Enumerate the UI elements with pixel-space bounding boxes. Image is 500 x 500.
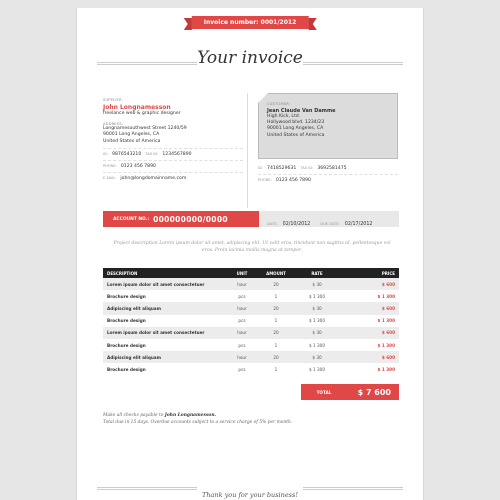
table-row [103, 278, 399, 290]
supplier-address-line: 90001 Long Angeles, CA [103, 132, 160, 138]
row-unit: hour [227, 351, 257, 363]
row-unit: hour [227, 302, 257, 314]
row-price: $ 600 [339, 327, 399, 339]
divider [258, 174, 398, 175]
customer-id-row [258, 166, 398, 171]
footer [77, 482, 423, 500]
row-description: Brochure design [107, 366, 146, 372]
row-unit: hour [227, 327, 257, 339]
row-description: Brochure design [107, 318, 146, 324]
row-amount: 1 [274, 366, 278, 372]
row-price: $ 600 [339, 351, 399, 363]
supplier-address-line: Longnamesouthwest Street 1240/59 [103, 126, 187, 132]
row-amount: 1 [274, 342, 278, 348]
footer-rule-right [303, 487, 403, 490]
row-description: Brochure design [107, 342, 146, 348]
table-header-row [103, 268, 399, 278]
row-unit: pcs [238, 318, 246, 324]
supplier-email-row [103, 176, 243, 181]
supplier-role: freelance web & graphic designer [103, 111, 181, 116]
tax-id-label: TAX ID: [145, 151, 159, 156]
invoice-date: 02/10/2012 [282, 221, 311, 227]
title-area [77, 48, 423, 68]
account-bar [103, 211, 399, 227]
divider [103, 160, 243, 161]
supplier-ids [103, 152, 243, 157]
row-rate: $ 30 [295, 327, 339, 339]
row-rate: $ 1 300 [309, 293, 325, 299]
due-date-label: DUE DATE: [320, 221, 340, 226]
row-description: Lorem ipsum dolor sit amet consectetuer [103, 327, 227, 339]
invoice-number-ribbon: Invoice number: 0001/2012 [192, 16, 309, 29]
row-description: Lorem ipsum dolor sit amet consectetuer [103, 278, 227, 290]
id-label: ID: [258, 166, 264, 170]
row-unit: pcs [238, 366, 246, 372]
divider [103, 148, 243, 149]
supplier-id: 9876543210 [112, 151, 142, 157]
supplier-phone: 0123 456 7890 [120, 163, 156, 169]
row-rate: $ 30 [295, 302, 339, 314]
col-header-description: DESCRIPTION [103, 268, 227, 278]
row-rate: $ 1 300 [309, 342, 325, 348]
row-amount: 1 [274, 318, 278, 324]
tax-id-label: TAX ID: [300, 166, 314, 170]
date-label: DATE: [267, 221, 278, 226]
row-unit: pcs [238, 293, 246, 299]
email-label: E-MAIL: [103, 175, 117, 180]
table-row [103, 339, 399, 351]
row-rate: $ 1 300 [309, 318, 325, 324]
supplier-address-label: ADDRESS: [103, 122, 124, 127]
dates-box [259, 211, 399, 227]
row-price: $ 1 300 [377, 342, 395, 348]
table-row [103, 302, 399, 314]
row-amount: 20 [257, 327, 295, 339]
phone-label: PHONE: [103, 163, 117, 168]
title-rule-right [303, 62, 403, 65]
row-price: $ 600 [339, 278, 399, 290]
row-amount: 20 [257, 302, 295, 314]
col-header-amount: AMOUNT [257, 268, 295, 278]
row-amount: 1 [274, 293, 278, 299]
due-date-group [320, 210, 372, 229]
customer-phone: 0123 456 7890 [275, 178, 311, 183]
customer-id: 7418529631 [267, 166, 297, 171]
col-header-rate: RATE [295, 268, 339, 278]
supplier-phone-row [103, 164, 243, 169]
table-row [103, 290, 399, 302]
phone-label: PHONE: [258, 178, 272, 182]
table-row [103, 315, 399, 327]
divider [103, 172, 243, 173]
row-amount: 20 [257, 351, 295, 363]
customer-address-line: Hollywood blvd. 1234/23 [267, 120, 325, 126]
id-label: ID: [103, 151, 109, 156]
row-unit: pcs [238, 342, 246, 348]
customer-name: Jean Claude Van Damme [267, 108, 336, 114]
customer-phone-row [258, 178, 398, 183]
notes-line-1 [103, 413, 399, 420]
notes-line-2: Total due in 15 days. Overdue accounts subject to a service charge of 5% per month. [103, 419, 293, 425]
account-number-box [103, 211, 259, 227]
supplier-tax-id: 1234567890 [162, 151, 192, 157]
row-description: Adipiscing elit aliquam [103, 351, 227, 363]
checks-payable-text: Make all checks payable to [103, 413, 164, 418]
row-amount: 20 [257, 278, 295, 290]
row-rate: $ 1 300 [309, 366, 325, 372]
page-title: Your invoice [197, 48, 303, 68]
title-rule-left [97, 62, 197, 65]
supplier-email-link[interactable]: john@longdomainname.com [120, 175, 187, 181]
row-price: $ 1 300 [377, 293, 395, 299]
account-number: 000000000/0000 [153, 214, 228, 224]
total-value: $ 7 600 [357, 387, 391, 397]
column-divider [247, 93, 248, 208]
due-date: 02/17/2012 [344, 221, 373, 227]
customer-label: CUSTOMER: [267, 102, 291, 106]
col-header-price: PRICE [339, 268, 399, 278]
table-row [103, 327, 399, 339]
total-label: TOTAL [316, 389, 332, 395]
supplier-name: John Longnamesson [103, 104, 171, 111]
row-price: $ 600 [339, 302, 399, 314]
account-label: ACCOUNT NO.: [113, 216, 150, 222]
customer-block [258, 93, 398, 159]
date-group [267, 210, 310, 229]
project-description: Project description Lorem ipsum dolor sit amet, adipiscing elit. Ut velit eros, tincidunt non sagittis id, pellentesque vel eros. Proin lacinia mollis magna at tempor. [113, 241, 391, 253]
table-row [103, 351, 399, 363]
customer-tax-id: 3692581475 [317, 166, 347, 171]
footer-rule-left [97, 487, 197, 490]
supplier-address-line: United States of America [103, 138, 161, 144]
corner-fold [258, 93, 268, 103]
items-table [103, 268, 399, 376]
row-price: $ 1 300 [377, 366, 395, 372]
row-unit: hour [227, 278, 257, 290]
table-row [103, 363, 399, 375]
customer-address-line: High Kick, Ltd. [267, 114, 301, 119]
thank-you-message: Thank you for your business! [202, 491, 298, 499]
customer-address-line: United States of America [267, 132, 325, 138]
row-description: Adipiscing elit aliquam [103, 302, 227, 314]
row-description: Brochure design [107, 293, 146, 299]
row-rate: $ 30 [295, 351, 339, 363]
supplier-block [103, 98, 243, 181]
customer-ids [258, 164, 398, 183]
col-header-unit: UNIT [227, 268, 257, 278]
invoice-sheet [76, 8, 424, 500]
row-price: $ 1 300 [377, 318, 395, 324]
payment-notes [103, 413, 399, 426]
supplier-label: SUPPLIER: [103, 98, 123, 102]
total-box [301, 384, 399, 400]
customer-address-line: 90001 Long Angeles, CA [267, 126, 324, 132]
payee-name: John Longnamesson. [164, 413, 217, 418]
row-rate: $ 30 [295, 278, 339, 290]
